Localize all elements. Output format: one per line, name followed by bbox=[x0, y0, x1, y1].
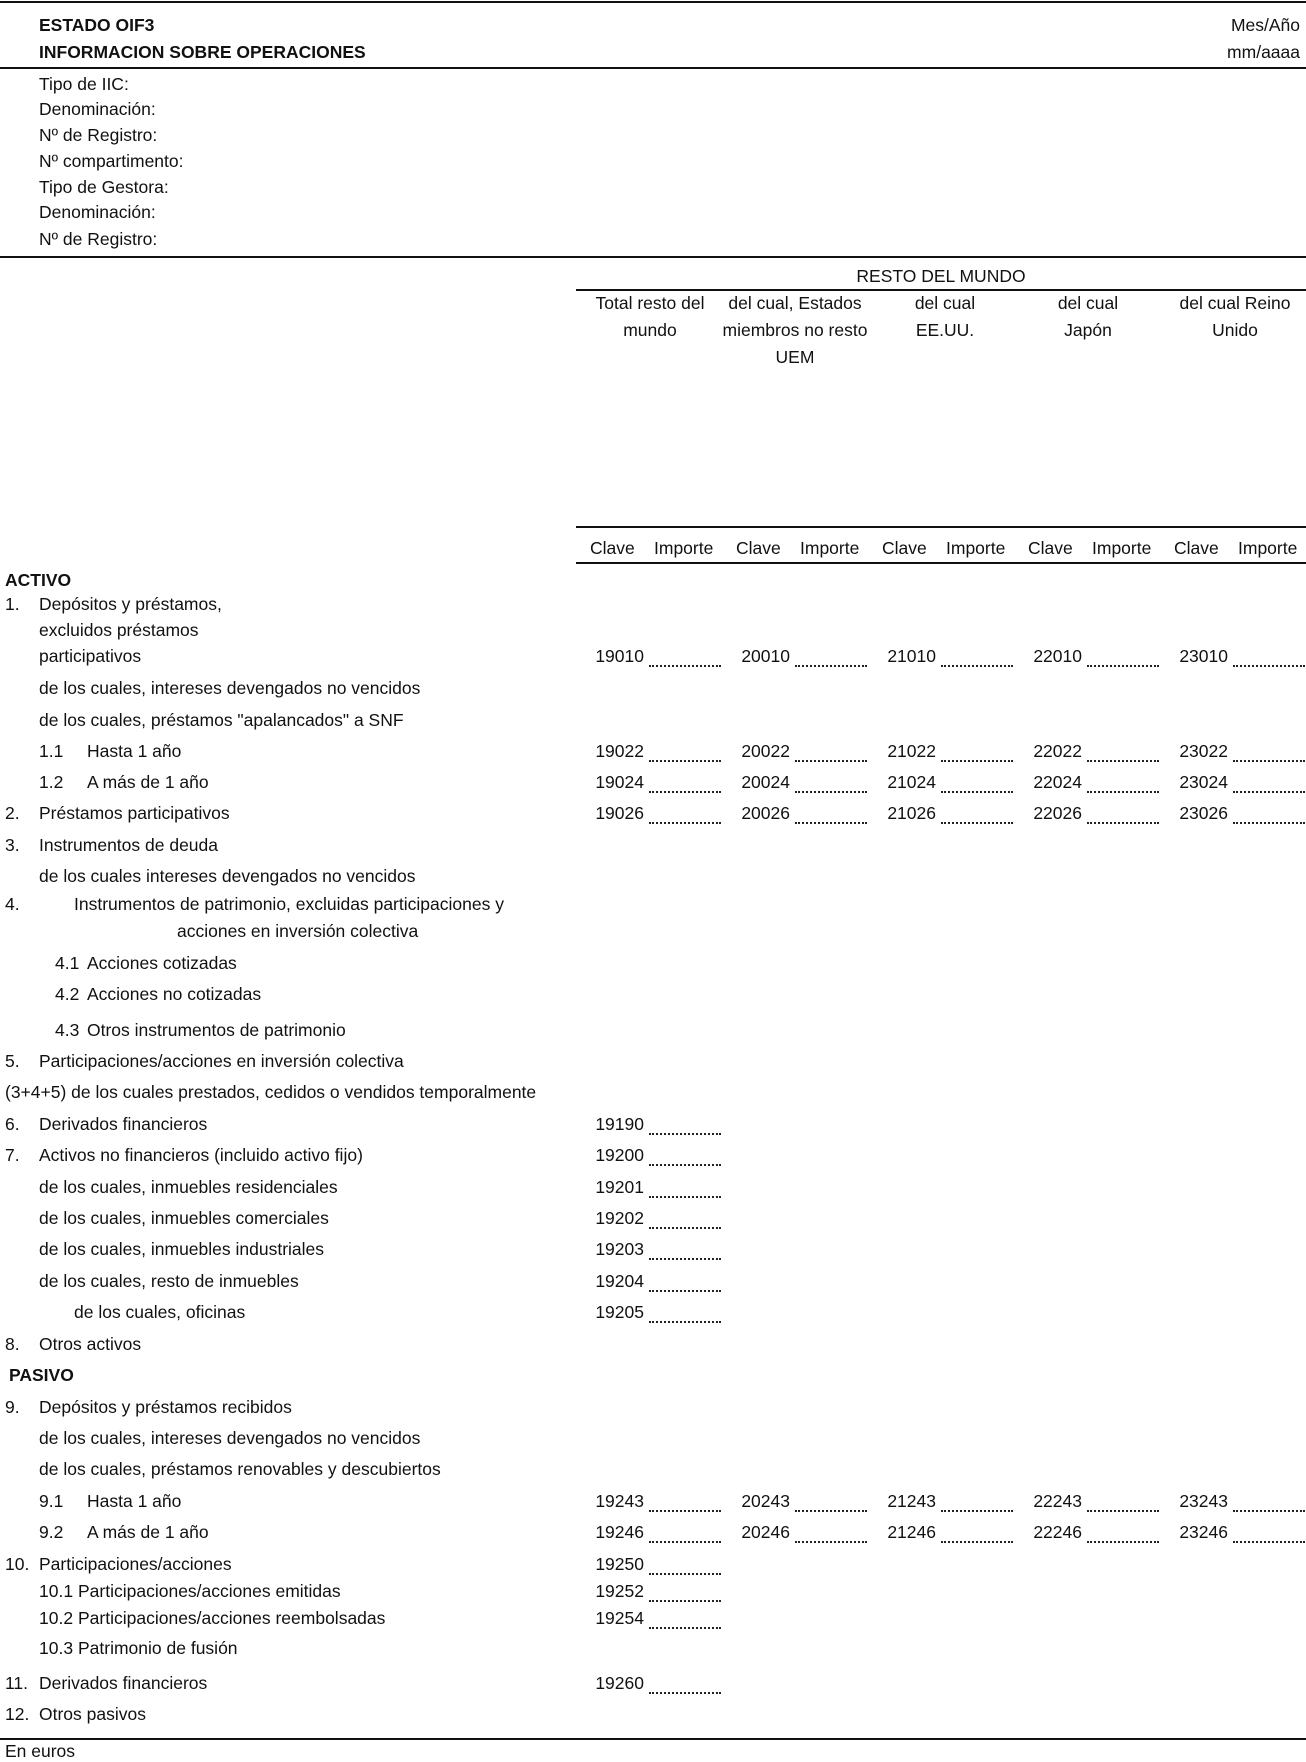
importe-input[interactable] bbox=[941, 665, 1013, 667]
importe-input[interactable] bbox=[649, 760, 721, 762]
row-number: 8. bbox=[5, 1334, 20, 1354]
importe-input[interactable] bbox=[649, 1164, 721, 1166]
footer-note: En euros bbox=[5, 1741, 76, 1761]
importe-input[interactable] bbox=[649, 1321, 721, 1323]
clave-code: 23010 bbox=[1179, 646, 1228, 666]
row-number: 9.1 bbox=[39, 1491, 64, 1511]
importe-input[interactable] bbox=[1087, 822, 1159, 824]
importe-input[interactable] bbox=[941, 822, 1013, 824]
clave-code: 21010 bbox=[887, 646, 936, 666]
header-rule bbox=[0, 67, 1306, 69]
importe-input[interactable] bbox=[1233, 665, 1305, 667]
clave-code: 19204 bbox=[595, 1271, 644, 1291]
subheader-clave: Clave bbox=[590, 538, 635, 558]
importe-input[interactable] bbox=[1087, 791, 1159, 793]
clave-code: 21022 bbox=[887, 741, 936, 761]
row-label: acciones en inversión colectiva bbox=[177, 921, 419, 941]
clave-code: 19205 bbox=[595, 1302, 644, 1322]
row-number: 1.1 bbox=[39, 741, 64, 761]
row-number: 11. bbox=[5, 1673, 29, 1693]
subheader-clave: Clave bbox=[1174, 538, 1219, 558]
importe-input[interactable] bbox=[795, 1541, 867, 1543]
row-label: Acciones no cotizadas bbox=[87, 984, 262, 1004]
importe-input[interactable] bbox=[941, 1510, 1013, 1512]
subheader-rule-top bbox=[576, 526, 1306, 528]
row-label: Instrumentos de deuda bbox=[39, 835, 219, 855]
row-label: Hasta 1 año bbox=[87, 1491, 182, 1511]
row-label: Instrumentos de patrimonio, excluidas participaciones y bbox=[74, 894, 504, 914]
section-heading: ACTIVO bbox=[5, 570, 72, 590]
row-number: 10.3 bbox=[39, 1638, 74, 1658]
importe-input[interactable] bbox=[1087, 665, 1159, 667]
importe-input[interactable] bbox=[1233, 1541, 1305, 1543]
column-total-resto-mundo: Total resto del mundo bbox=[595, 293, 705, 340]
row-number: 9. bbox=[5, 1397, 20, 1417]
importe-input[interactable] bbox=[649, 791, 721, 793]
identification-field-label: Nº compartimento: bbox=[39, 151, 184, 171]
clave-code: 21246 bbox=[887, 1522, 936, 1542]
importe-input[interactable] bbox=[649, 1196, 721, 1198]
row-number: 5. bbox=[5, 1051, 20, 1071]
column-reino-unido: del cual Reino Unido bbox=[1179, 293, 1291, 340]
importe-input[interactable] bbox=[795, 760, 867, 762]
row-number: 7. bbox=[5, 1145, 20, 1165]
clave-code: 20246 bbox=[741, 1522, 790, 1542]
row-label: participativos bbox=[39, 646, 142, 666]
importe-input[interactable] bbox=[1087, 760, 1159, 762]
importe-input[interactable] bbox=[649, 1133, 721, 1135]
importe-input[interactable] bbox=[649, 1290, 721, 1292]
clave-code: 21024 bbox=[887, 772, 936, 792]
row-number: 4. bbox=[5, 894, 20, 914]
clave-code: 21243 bbox=[887, 1491, 936, 1511]
row-number: 4.3 bbox=[55, 1020, 80, 1040]
subheader-importe: Importe bbox=[946, 538, 1006, 558]
column-japon: del cual Japón bbox=[1057, 293, 1119, 340]
row-number: 4.1 bbox=[55, 953, 80, 973]
clave-code: 19252 bbox=[595, 1581, 644, 1601]
row-number: 9.2 bbox=[39, 1522, 64, 1542]
clave-code: 19243 bbox=[595, 1491, 644, 1511]
clave-code: 23026 bbox=[1179, 803, 1228, 823]
clave-code: 19203 bbox=[595, 1239, 644, 1259]
row-label: Depósitos y préstamos, bbox=[39, 594, 222, 614]
row-label: excluidos préstamos bbox=[39, 620, 199, 640]
clave-code: 22024 bbox=[1033, 772, 1082, 792]
importe-input[interactable] bbox=[1087, 1510, 1159, 1512]
subheader-clave: Clave bbox=[1028, 538, 1073, 558]
identification-field-label: Denominación: bbox=[39, 99, 156, 119]
clave-code: 21026 bbox=[887, 803, 936, 823]
row-label: Participaciones/acciones emitidas bbox=[78, 1581, 341, 1601]
clave-code: 20024 bbox=[741, 772, 790, 792]
row-label: Otros pasivos bbox=[39, 1704, 146, 1724]
clave-code: 23024 bbox=[1179, 772, 1228, 792]
period-format: mm/aaaa bbox=[1227, 42, 1300, 62]
row-label: Acciones cotizadas bbox=[87, 953, 237, 973]
importe-input[interactable] bbox=[941, 760, 1013, 762]
form-code: ESTADO OIF3 bbox=[39, 15, 155, 35]
row-label: de los cuales, intereses devengados no vencidos bbox=[39, 678, 421, 698]
row-label: de los cuales, inmuebles comerciales bbox=[39, 1208, 329, 1228]
importe-input[interactable] bbox=[1233, 1510, 1305, 1512]
importe-input[interactable] bbox=[649, 1573, 721, 1575]
row-label: Participaciones/acciones bbox=[39, 1554, 232, 1574]
identification-field-label: Nº de Registro: bbox=[39, 229, 158, 249]
row-label: de los cuales, préstamos renovables y descubiertos bbox=[39, 1459, 441, 1479]
importe-input[interactable] bbox=[649, 1692, 721, 1694]
row-label: Depósitos y préstamos recibidos bbox=[39, 1397, 292, 1417]
identification-rule bbox=[0, 256, 1306, 258]
clave-code: 22246 bbox=[1033, 1522, 1082, 1542]
row-label: Hasta 1 año bbox=[87, 741, 182, 761]
row-label: Otros activos bbox=[39, 1334, 142, 1354]
importe-input[interactable] bbox=[649, 1227, 721, 1229]
clave-code: 19201 bbox=[595, 1177, 644, 1197]
importe-input[interactable] bbox=[795, 1510, 867, 1512]
importe-input[interactable] bbox=[649, 1541, 721, 1543]
subheader-importe: Importe bbox=[800, 538, 860, 558]
identification-field-label: Nº de Registro: bbox=[39, 125, 158, 145]
top-rule bbox=[0, 1, 1306, 3]
subheader-rule-bottom bbox=[576, 562, 1306, 564]
column-eeuu: del cual EE.UU. bbox=[914, 293, 976, 340]
identification-field-label: Tipo de IIC: bbox=[39, 74, 129, 94]
clave-code: 19254 bbox=[595, 1608, 644, 1628]
row-label: de los cuales, oficinas bbox=[74, 1302, 246, 1322]
clave-code: 19024 bbox=[595, 772, 644, 792]
importe-input[interactable] bbox=[1087, 1541, 1159, 1543]
row-number: 3. bbox=[5, 835, 20, 855]
row-number: 4.2 bbox=[55, 984, 80, 1004]
clave-code: 20243 bbox=[741, 1491, 790, 1511]
importe-input[interactable] bbox=[1233, 822, 1305, 824]
row-label: Otros instrumentos de patrimonio bbox=[87, 1020, 346, 1040]
bottom-rule bbox=[0, 1738, 1306, 1740]
clave-code: 19246 bbox=[595, 1522, 644, 1542]
row-label: Participaciones/acciones reembolsadas bbox=[78, 1608, 386, 1628]
clave-code: 22022 bbox=[1033, 741, 1082, 761]
group-title: RESTO DEL MUNDO bbox=[856, 266, 1026, 286]
row-number: 10. bbox=[5, 1554, 30, 1574]
clave-code: 23243 bbox=[1179, 1491, 1228, 1511]
row-label: de los cuales, inmuebles industriales bbox=[39, 1239, 325, 1259]
row-label: de los cuales, intereses devengados no vencidos bbox=[39, 1428, 421, 1448]
clave-code: 22243 bbox=[1033, 1491, 1082, 1511]
row-label: Activos no financieros (incluido activo fijo) bbox=[39, 1145, 363, 1165]
clave-code: 22010 bbox=[1033, 646, 1082, 666]
importe-input[interactable] bbox=[795, 791, 867, 793]
row-label: Participaciones/acciones en inversión colectiva bbox=[39, 1051, 404, 1071]
row-label: de los cuales, resto de inmuebles bbox=[39, 1271, 299, 1291]
row-label: de los cuales, inmuebles residenciales bbox=[39, 1177, 338, 1197]
subheader-importe: Importe bbox=[1238, 538, 1298, 558]
importe-input[interactable] bbox=[649, 1510, 721, 1512]
row-number: 10.2 bbox=[39, 1608, 74, 1628]
row-label: A más de 1 año bbox=[87, 1522, 209, 1542]
clave-code: 22026 bbox=[1033, 803, 1082, 823]
row-number: 1. bbox=[5, 594, 20, 614]
subheader-clave: Clave bbox=[736, 538, 781, 558]
importe-input[interactable] bbox=[649, 822, 721, 824]
subheader-clave: Clave bbox=[882, 538, 927, 558]
clave-code: 19010 bbox=[595, 646, 644, 666]
clave-code: 19250 bbox=[595, 1554, 644, 1574]
clave-code: 19200 bbox=[595, 1145, 644, 1165]
importe-input[interactable] bbox=[1233, 760, 1305, 762]
identification-field-label: Tipo de Gestora: bbox=[39, 177, 169, 197]
row-label: Préstamos participativos bbox=[39, 803, 230, 823]
row-number: 12. bbox=[5, 1704, 30, 1724]
row-number: 10.1 bbox=[39, 1581, 74, 1601]
importe-input[interactable] bbox=[795, 665, 867, 667]
clave-code: 19190 bbox=[595, 1114, 644, 1134]
row-label: de los cuales intereses devengados no vencidos bbox=[39, 866, 416, 886]
subheader-importe: Importe bbox=[654, 538, 714, 558]
clave-code: 23246 bbox=[1179, 1522, 1228, 1542]
clave-code: 20010 bbox=[741, 646, 790, 666]
importe-input[interactable] bbox=[649, 665, 721, 667]
clave-code: 19022 bbox=[595, 741, 644, 761]
form-title: INFORMACION SOBRE OPERACIONES bbox=[39, 42, 366, 62]
row-label: de los cuales, préstamos "apalancados" a SNF bbox=[39, 710, 404, 730]
row-label: Derivados financieros bbox=[39, 1673, 208, 1693]
period-label: Mes/Año bbox=[1230, 15, 1300, 35]
importe-input[interactable] bbox=[941, 1541, 1013, 1543]
row-number: 2. bbox=[5, 803, 20, 823]
clave-code: 20026 bbox=[741, 803, 790, 823]
clave-code: 19260 bbox=[595, 1673, 644, 1693]
importe-input[interactable] bbox=[649, 1627, 721, 1629]
clave-code: 19202 bbox=[595, 1208, 644, 1228]
importe-input[interactable] bbox=[649, 1600, 721, 1602]
importe-input[interactable] bbox=[795, 822, 867, 824]
row-label: (3+4+5) de los cuales prestados, cedidos o vendidos temporalmente bbox=[5, 1082, 537, 1102]
column-estados-miembros: del cual, Estados miembros no resto UEM bbox=[722, 293, 868, 367]
identification-field-label: Denominación: bbox=[39, 202, 156, 222]
row-number: 1.2 bbox=[39, 772, 64, 792]
row-label: Derivados financieros bbox=[39, 1114, 208, 1134]
importe-input[interactable] bbox=[941, 791, 1013, 793]
row-label: A más de 1 año bbox=[87, 772, 209, 792]
subheader-importe: Importe bbox=[1092, 538, 1152, 558]
importe-input[interactable] bbox=[1233, 791, 1305, 793]
row-number: 6. bbox=[5, 1114, 20, 1134]
clave-code: 23022 bbox=[1179, 741, 1228, 761]
row-label: Patrimonio de fusión bbox=[78, 1638, 238, 1658]
clave-code: 20022 bbox=[741, 741, 790, 761]
clave-code: 19026 bbox=[595, 803, 644, 823]
section-heading: PASIVO bbox=[9, 1365, 74, 1385]
importe-input[interactable] bbox=[649, 1258, 721, 1260]
